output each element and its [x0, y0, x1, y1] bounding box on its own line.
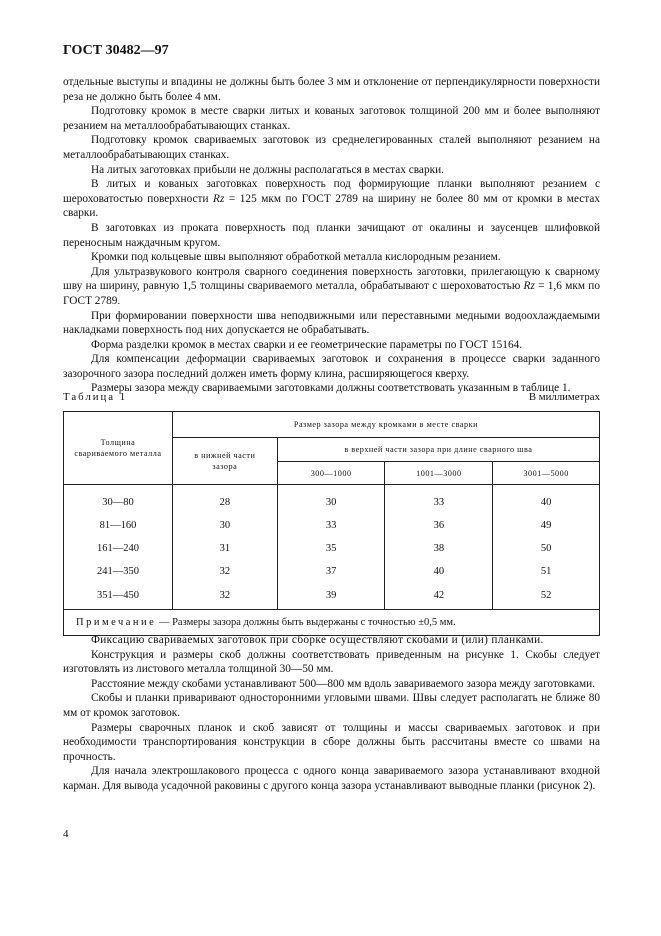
paragraph: Кромки под кольцевые швы выполняют обработкой металла кислородным резанием. [91, 251, 501, 264]
table-cell: 50 [493, 537, 600, 560]
paragraph: Фиксацию свариваемых заготовок при сборке осуществляют скобами и (или) планками. [91, 634, 544, 646]
body-text-top [63, 75, 600, 396]
table-cell: 40 [493, 485, 600, 515]
table-row [64, 537, 600, 560]
table-cell: 39 [277, 583, 385, 609]
paragraph: Конструкция и размеры скоб должны соответствовать приведенным на рисунке 1. Скобы следует изготовлять из листового металла толщиной 30—50 мм. [63, 648, 600, 676]
paragraph: Размеры сварочных планок и скоб зависят от толщины и массы свариваемых заготовок и при необходимости транспортирования конструкции в сборе должны быть рассчитаны вместе со швами на прочность. [63, 721, 600, 763]
table-cell: 36 [385, 514, 493, 537]
table-cell: 30 [172, 514, 277, 537]
table-cell: 33 [385, 485, 493, 515]
table-cell: 28 [172, 485, 277, 515]
paragraph: Форма разделки кромок в местах сварки и ее геометрические параметры по ГОСТ 15164. [91, 338, 523, 351]
table-row [64, 514, 600, 537]
document-header: ГОСТ 30482—97 [63, 43, 169, 58]
table-cell: 49 [493, 514, 600, 537]
table-cell: 32 [172, 560, 277, 583]
table-row [64, 583, 600, 609]
paragraph: В заготовках из проката поверхность под планки зачищают от окалины и заусенцев шлифовкой переносным наждачным кругом. [63, 221, 600, 249]
paragraph: Расстояние между скобами устанавливают 500—800 мм вдоль завариваемого зазора между заготовками. [91, 677, 596, 690]
header-upper-2: 1001—3000 [385, 462, 493, 485]
table-cell: 33 [277, 514, 385, 537]
paragraph: Для ультразвукового контроля сварного соединения поверхность заготовки, прилегающую к сварному шву на ширину, равную 1,5 толщины свариваемого металла, обрабатывают с шероховатостью Rz = 1,6 мкм по ГОСТ 2789. [63, 265, 600, 307]
table-cell: 31 [172, 537, 277, 560]
table-cell: 241—350 [64, 560, 173, 583]
table-cell: 32 [172, 583, 277, 609]
page-number: 4 [63, 828, 69, 840]
paragraph: Подготовку кромок свариваемых заготовок из среднелегированных сталей выполняют резанием на металлообрабатывающих станках. [63, 134, 600, 161]
paragraph: Для компенсации деформации свариваемых заготовок и сохранения в процессе сварки заданного зазорочного зазора последний должен иметь форму клина, расширяющегося кверху. [63, 353, 600, 380]
table-units: В миллиметрах [528, 391, 600, 403]
table-cell: 30—80 [64, 485, 173, 515]
header-upper-group: в верхней части зазора при длине сварного шва [277, 438, 599, 462]
body-text-bottom [63, 633, 600, 794]
paragraph: отдельные выступы и впадины не должны быть более 3 мм и отклонение от перпендикулярности поверхности реза не должно быть более 4 мм. [63, 76, 600, 103]
table-cell: 37 [277, 560, 385, 583]
paragraph: Для начала электрошлакового процесса с одного конца завариваемого зазора устанавливают входной карман. Для вывода усадочной раковины с другого конца зазора устанавливают выводные планки (рисунок 2). [63, 765, 600, 792]
table-cell: 30 [277, 485, 385, 515]
header-upper-1: 300—1000 [277, 462, 385, 485]
table-cell: 52 [493, 583, 600, 609]
table-cell: 51 [493, 560, 600, 583]
paragraph: При формировании поверхности шва неподвижными или переставными медными водоохлаждаемыми накладками поверхность под них допускается не обрабатывать. [63, 309, 600, 337]
paragraph: Размеры зазора между свариваемыми заготовками должны соответствовать указанным в таблице 1. [91, 382, 571, 395]
table-cell: 35 [277, 537, 385, 560]
table-row [64, 485, 600, 515]
table-cell: 40 [385, 560, 493, 583]
table-caption: Таблица 1 [63, 391, 128, 403]
header-gap-group: Размер зазора между кромками в месте сварки [172, 412, 599, 438]
gap-size-table [63, 411, 600, 636]
table-row [64, 560, 600, 583]
table-cell: 38 [385, 537, 493, 560]
table-cell: 81—160 [64, 514, 173, 537]
header-thickness: Толщина свариваемого металла [64, 412, 173, 485]
table-note: Примечание — Размеры зазора должны быть выдержаны с точностью ±0,5 мм. [64, 609, 600, 635]
paragraph: В литых и кованых заготовках поверхность под формирующие планки выполняют резанием с шероховатостью поверхности Rz = 125 мкм по ГОСТ 2789 на ширину не более 80 мм от кромки в местах сварки. [63, 178, 600, 220]
table-cell: 351—450 [64, 583, 173, 609]
paragraph: Подготовку кромок в месте сварки литых и кованых заготовок толщиной 200 мм и более выполняют резанием на металлообрабатывающих станках. [63, 105, 600, 132]
header-lower: в нижней части зазора [172, 438, 277, 485]
paragraph: На литых заготовках прибыли не должны располагаться в местах сварки. [91, 163, 444, 176]
header-upper-3: 3001—5000 [493, 462, 600, 485]
table-cell: 42 [385, 583, 493, 609]
paragraph: Скобы и планки приваривают односторонними угловыми швами. Швы следует располагать не ближе 80 мм от кромок заготовок. [63, 692, 600, 719]
table-cell: 161—240 [64, 537, 173, 560]
